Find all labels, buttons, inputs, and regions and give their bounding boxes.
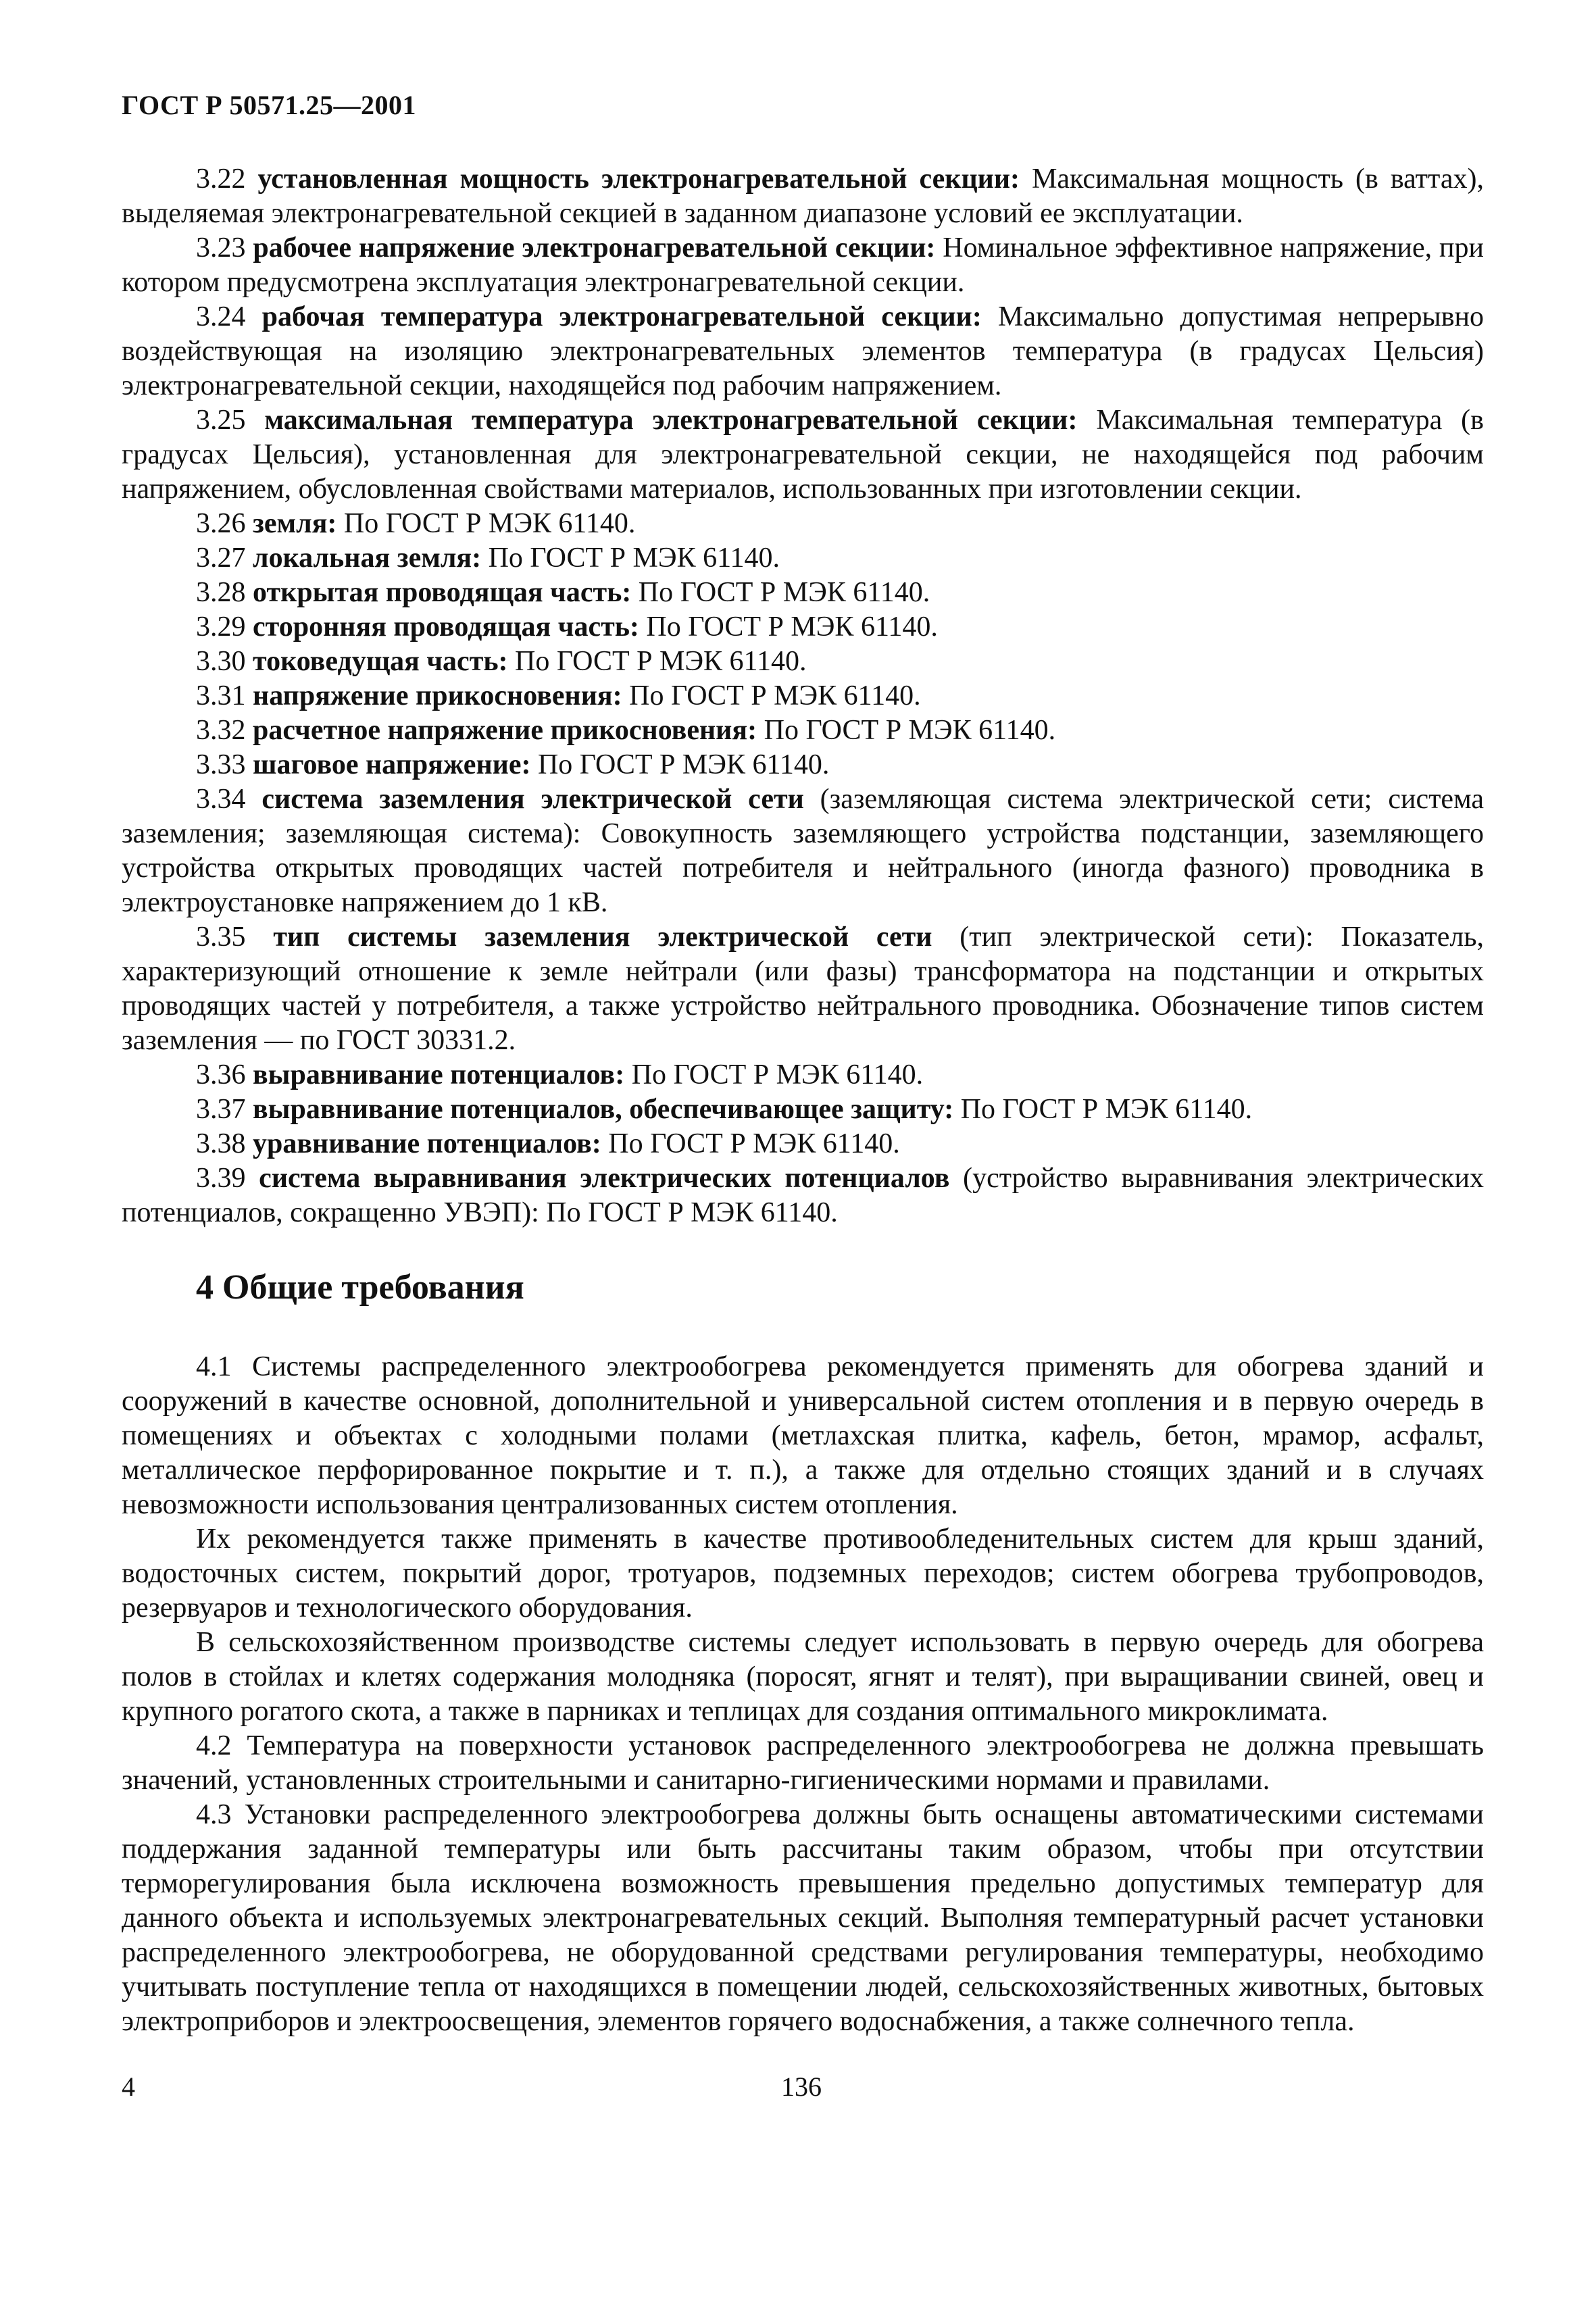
definition-item: 3.29 сторонняя проводящая часть: По ГОСТ Р МЭК 61140. bbox=[196, 611, 938, 643]
definition-item: 3.38 уравнивание потенциалов: По ГОСТ Р МЭК 61140. bbox=[196, 1128, 900, 1159]
paragraph: 4.3 Установки распределенного электрообогрева должны быть оснащены автоматическими системами поддержания заданной температуры или быть рассчитаны таким образом, чтобы при отсутствии терморегулирования была исключена возможность превышения предельно допустимых температур для данного объекта и используемых электронагревательных секций. Выполняя температурный расчет установки распределенного электрообогрева, не оборудованной средствами регулирования температуры, необходимо учитывать поступление тепла от находящихся в помещении людей, сельскохозяйственных животных, бытовых электроприборов и электроосвещения, элементов горячего водоснабжения, а также солнечного тепла. bbox=[122, 1799, 1484, 2037]
section-4-body bbox=[122, 1350, 1484, 2039]
definition-item: 3.22 установленная мощность электронагревательной секции: Максимальная мощность (в ваттах), выделяемая электронагревательной секцией в заданном диапазоне условий ее эксплуатации. bbox=[122, 164, 1485, 229]
definition-item: 3.37 выравнивание потенциалов, обеспечивающее защиту: По ГОСТ Р МЭК 61140. bbox=[196, 1094, 1253, 1125]
page-number: 4 bbox=[122, 2071, 135, 2102]
definition-item: 3.33 шаговое напряжение: По ГОСТ Р МЭК 61140. bbox=[196, 749, 830, 780]
definition-item: 3.32 расчетное напряжение прикосновения: По ГОСТ Р МЭК 61140. bbox=[196, 715, 1056, 746]
page-body bbox=[122, 162, 1484, 2039]
paragraph: В сельскохозяйственном производстве системы следует использовать в первую очередь для обогрева полов в стойлах и клетях содержания молодняка (поросят, ягнят и телят), при выращивании свиней, овец и крупного рогатого скота, а также в парниках и теплицах для создания оптимального микроклимата. bbox=[122, 1627, 1484, 1727]
definition-item: 3.28 открытая проводящая часть: По ГОСТ Р МЭК 61140. bbox=[196, 577, 930, 608]
definition-item: 3.26 земля: По ГОСТ Р МЭК 61140. bbox=[196, 508, 636, 539]
paragraph: 4.2 Температура на поверхности установок распределенного электрообогрева не должна превышать значений, установленных строительными и санитарно-гигиеническими нормами и правилами. bbox=[122, 1730, 1484, 1796]
definition-item: 3.39 система выравнивания электрических потенциалов (устройство выравнивания электрических потенциалов, сокращенно УВЭП): По ГОСТ Р МЭК 61140. bbox=[122, 1163, 1484, 1228]
definition-item: 3.34 система заземления электрической сети (заземляющая система электрической сети; система заземления; заземляющая система): Совокупность заземляющего устройства подстанции, заземляющего устройства открытых проводящих частей потребителя и нейтрального (иногда фазного) проводника в электроустановке напряжением до 1 кВ. bbox=[122, 784, 1485, 918]
definition-item: 3.30 токоведущая часть: По ГОСТ Р МЭК 61140. bbox=[196, 646, 807, 677]
section-heading: 4 Общие требования bbox=[196, 1268, 524, 1307]
definition-item: 3.31 напряжение прикосновения: По ГОСТ Р МЭК 61140. bbox=[196, 680, 921, 711]
definition-item: 3.25 максимальная температура электронагревательной секции: Максимальная температура (в градусах Цельсия), установленная для электронагревательной секции, не находящейся под рабочим напряжением, обусловленная свойствами материалов, использованных при изготовлении секции. bbox=[122, 405, 1484, 505]
paragraph: Их рекомендуется также применять в качестве противообледенительных систем для крыш зданий, водосточных систем, покрытий дорог, тротуаров, подземных переходов; систем обогрева трубопроводов, резервуаров и технологического оборудования. bbox=[122, 1524, 1484, 1624]
definitions-list bbox=[122, 162, 1484, 1230]
definition-item: 3.27 локальная земля: По ГОСТ Р МЭК 61140. bbox=[196, 543, 780, 574]
definition-item: 3.23 рабочее напряжение электронагревательной секции: Номинальное эффективное напряжение, при котором предусмотрена эксплуатация электронагревательной секции. bbox=[122, 232, 1485, 298]
definition-item: 3.35 тип системы заземления электрической сети (тип электрической сети): Показатель, характеризующий отношение к земле нейтрали (или фазы) трансформатора на подстанции и открытых проводящих частей у потребителя, а также устройство нейтрального проводника. Обозначение типов систем заземления — по ГОСТ 30331.2. bbox=[122, 922, 1485, 1056]
paragraph: 4.1 Системы распределенного электрообогрева рекомендуется применять для обогрева зданий и сооружений в качестве основной, дополнительной и универсальной систем отопления и в первую очередь в помещениях и объектах с холодными полами (метлахская плитка, кафель, бетон, мрамор, асфальт, металлическое перфорированное покрытие и т. п.), а также для отдельно стоящих зданий и в случаях невозможности использования централизованных систем отопления. bbox=[122, 1351, 1484, 1520]
definition-item: 3.36 выравнивание потенциалов: По ГОСТ Р МЭК 61140. bbox=[196, 1059, 924, 1090]
definition-item: 3.24 рабочая температура электронагревательной секции: Максимально допустимая непрерывно воздействующая на изоляцию электронагревательных элементов температура (в градусах Цельсия) электронагревательной секции, находящейся под рабочим напряжением. bbox=[122, 301, 1485, 401]
sheet-number: 136 bbox=[781, 2071, 822, 2102]
document-header: ГОСТ Р 50571.25—2001 bbox=[122, 90, 417, 120]
